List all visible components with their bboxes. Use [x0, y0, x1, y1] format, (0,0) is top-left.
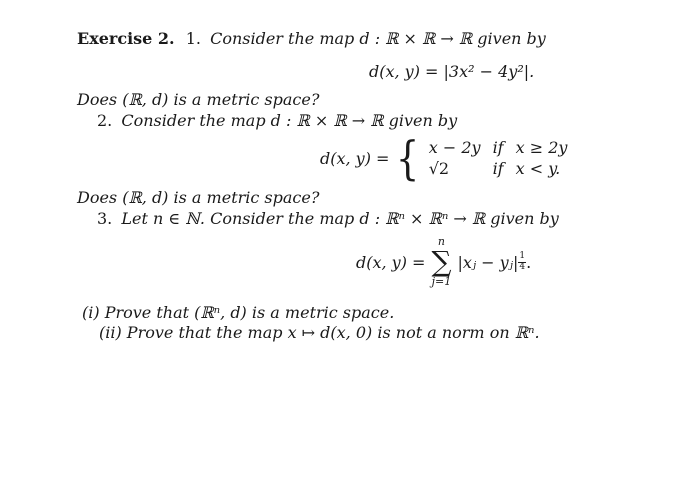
- part2-intro: Consider the map d : ℝ × ℝ → ℝ given by: [121, 111, 458, 130]
- part3-number: 3.: [97, 209, 113, 228]
- sigma-operator: [431, 236, 451, 288]
- sigma-icon: ∑: [431, 245, 452, 279]
- exponent-fraction: [518, 252, 526, 272]
- part2-question: Does (ℝ, d) is a metric space?: [77, 188, 320, 207]
- part1-question: Does (ℝ, d) is a metric space?: [77, 90, 320, 109]
- case2-if: if: [492, 159, 504, 178]
- part3-sub-ii: (ii) Prove that the map x ↦ d(x, 0) is not a norm on ℝⁿ.: [99, 323, 540, 342]
- case2-condition: x < y.: [515, 159, 561, 178]
- part3-summand: |xⱼ − yⱼ|: [457, 252, 519, 272]
- part3-sum-formula: [356, 236, 531, 288]
- part1-intro: Consider the map d : ℝ × ℝ → ℝ given by: [210, 29, 546, 48]
- case1-value: x − 2y: [428, 138, 481, 157]
- part3-sub-i: (i) Prove that (ℝⁿ, d) is a metric space.: [82, 303, 395, 322]
- exponent-numerator: 1: [519, 251, 526, 262]
- sum-lower-limit: j=1: [431, 275, 452, 289]
- exponent-denominator: 4: [519, 261, 526, 272]
- part1-number: 1.: [185, 29, 201, 48]
- part3-tail: .: [526, 252, 532, 272]
- part2-lhs: d(x, y) =: [320, 148, 390, 168]
- case1-condition: x ≥ 2y: [515, 138, 568, 157]
- case1-if: if: [492, 138, 504, 157]
- part3-intro-line: [97, 211, 559, 227]
- part1-formula: d(x, y) = |3x² − 4y²|.: [369, 62, 535, 81]
- part3-lhs: d(x, y) =: [356, 252, 426, 272]
- part2-number: 2.: [97, 111, 113, 130]
- part2-cases: [429, 138, 568, 178]
- part3-intro: Let n ∈ ℕ. Consider the map d : ℝⁿ × ℝⁿ → ℝ given by: [121, 209, 559, 228]
- part2-piecewise-formula: [320, 131, 568, 185]
- sum-upper-limit: n: [437, 235, 445, 248]
- exercise-label: Exercise 2.: [77, 29, 175, 48]
- part2-intro-line: [97, 113, 457, 129]
- case2-value: √2: [428, 159, 450, 178]
- left-brace: {: [396, 131, 420, 185]
- exercise-heading-line: [77, 31, 546, 47]
